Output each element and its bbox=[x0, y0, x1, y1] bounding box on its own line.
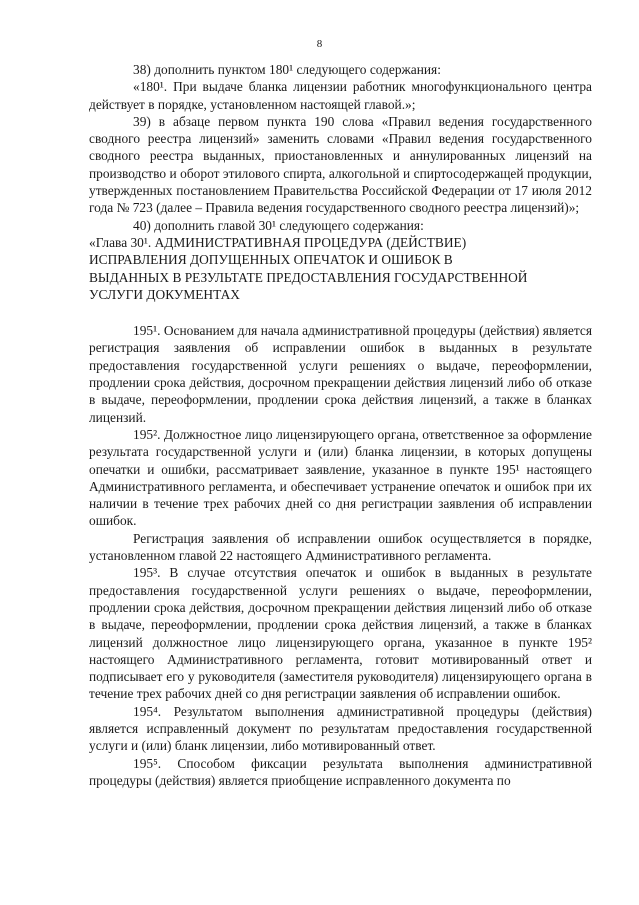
page-number: 8 bbox=[316, 38, 323, 50]
section-195-1: 195¹. Основанием для начала административной процедуры (действия) является регистрация заявления об исправлении ошибок в выданных в результате предоставления государственной услуги решениях о выдаче, переоформлении, продлении срока действия, досрочном прекращении действия лицензий либо об отказе в выдаче, переоформлении, продлении срока действия лицензий, а также в бланках лицензий. bbox=[89, 323, 592, 425]
paragraph-38-quote: «180¹. При выдаче бланка лицензии работник многофункционального центра действует в порядке, установленном настоящей главой.»; bbox=[89, 79, 592, 112]
paragraph-39: 39) в абзаце первом пункта 190 слова «Правил ведения государственного сводного реестра лицензий» заменить словами «Правил ведения государственного сводного реестра выданных, приостановленных и аннулированных лицензий на производство и оборот этилового спирта, алкогольной и спиртосодержащей продукции, утвержденных постановлением Правительства Российской Федерации от 17 июля 2012 года № 723 (далее – Правила ведения государственного сводного реестра лицензий)»; bbox=[89, 113, 592, 216]
section-195-2-registration: Регистрация заявления об исправлении ошибок осуществляется в порядке, установленном главой 22 настоящего Административного регламента. bbox=[89, 530, 592, 564]
paragraph-40: 40) дополнить главой 30¹ следующего содержания: bbox=[133, 217, 424, 233]
chapter-heading-line-3: ВЫДАННЫХ В РЕЗУЛЬТАТЕ ПРЕДОСТАВЛЕНИЯ ГОСУДАРСТВЕННОЙ bbox=[89, 269, 528, 285]
section-195-4: 195⁴. Результатом выполнения административной процедуры (действия) является исправленный документ по результатам предоставления государственной услуги и (или) бланк лицензии, либо мотивированный ответ. bbox=[89, 703, 592, 754]
chapter-heading bbox=[89, 234, 592, 303]
section-195-3: 195³. В случае отсутствия опечаток и ошибок в выданных в результате предоставления государственной услуги решениях о выдаче, переоформлении, продлении срока действия, досрочном прекращении действия лицензий либо об отказе в выдаче, переоформлении, продлении срока действия лицензий, а также в бланках лицензий должностное лицо лицензирующего органа, указанное в пункте 195² настоящего Административного регламента, готовит мотивированный ответ и подписывает его у руководителя (заместителя руководителя) лицензирующего органа в течение трех рабочих дней со дня регистрации заявления об исправлении ошибок. bbox=[89, 565, 592, 702]
chapter-heading-line-2: ИСПРАВЛЕНИЯ ДОПУЩЕННЫХ ОПЕЧАТОК И ОШИБОК В bbox=[89, 252, 453, 268]
paragraph-38: 38) дополнить пунктом 180¹ следующего содержания: bbox=[133, 62, 441, 77]
document-body bbox=[89, 61, 592, 789]
chapter-heading-line-4: УСЛУГИ ДОКУМЕНТАХ bbox=[89, 286, 240, 302]
section-195-5: 195⁵. Способом фиксации результата выполнения административной процедуры (действия) является приобщение исправленного документа по bbox=[89, 755, 592, 788]
section-195-2: 195². Должностное лицо лицензирующего органа, ответственное за оформление результата государственной услуги и (или) бланка лицензии, в которых допущены опечатки и ошибки, рассматривает заявление, указанное в пункте 195¹ настоящего Административного регламента, и обеспечивает устранение опечаток и ошибок при их наличии в течение трех рабочих дней со дня регистрации заявления об исправлении ошибок. bbox=[89, 426, 592, 529]
chapter-heading-line-1: «Глава 30¹. АДМИНИСТРАТИВНАЯ ПРОЦЕДУРА (ДЕЙСТВИЕ) bbox=[89, 234, 467, 250]
